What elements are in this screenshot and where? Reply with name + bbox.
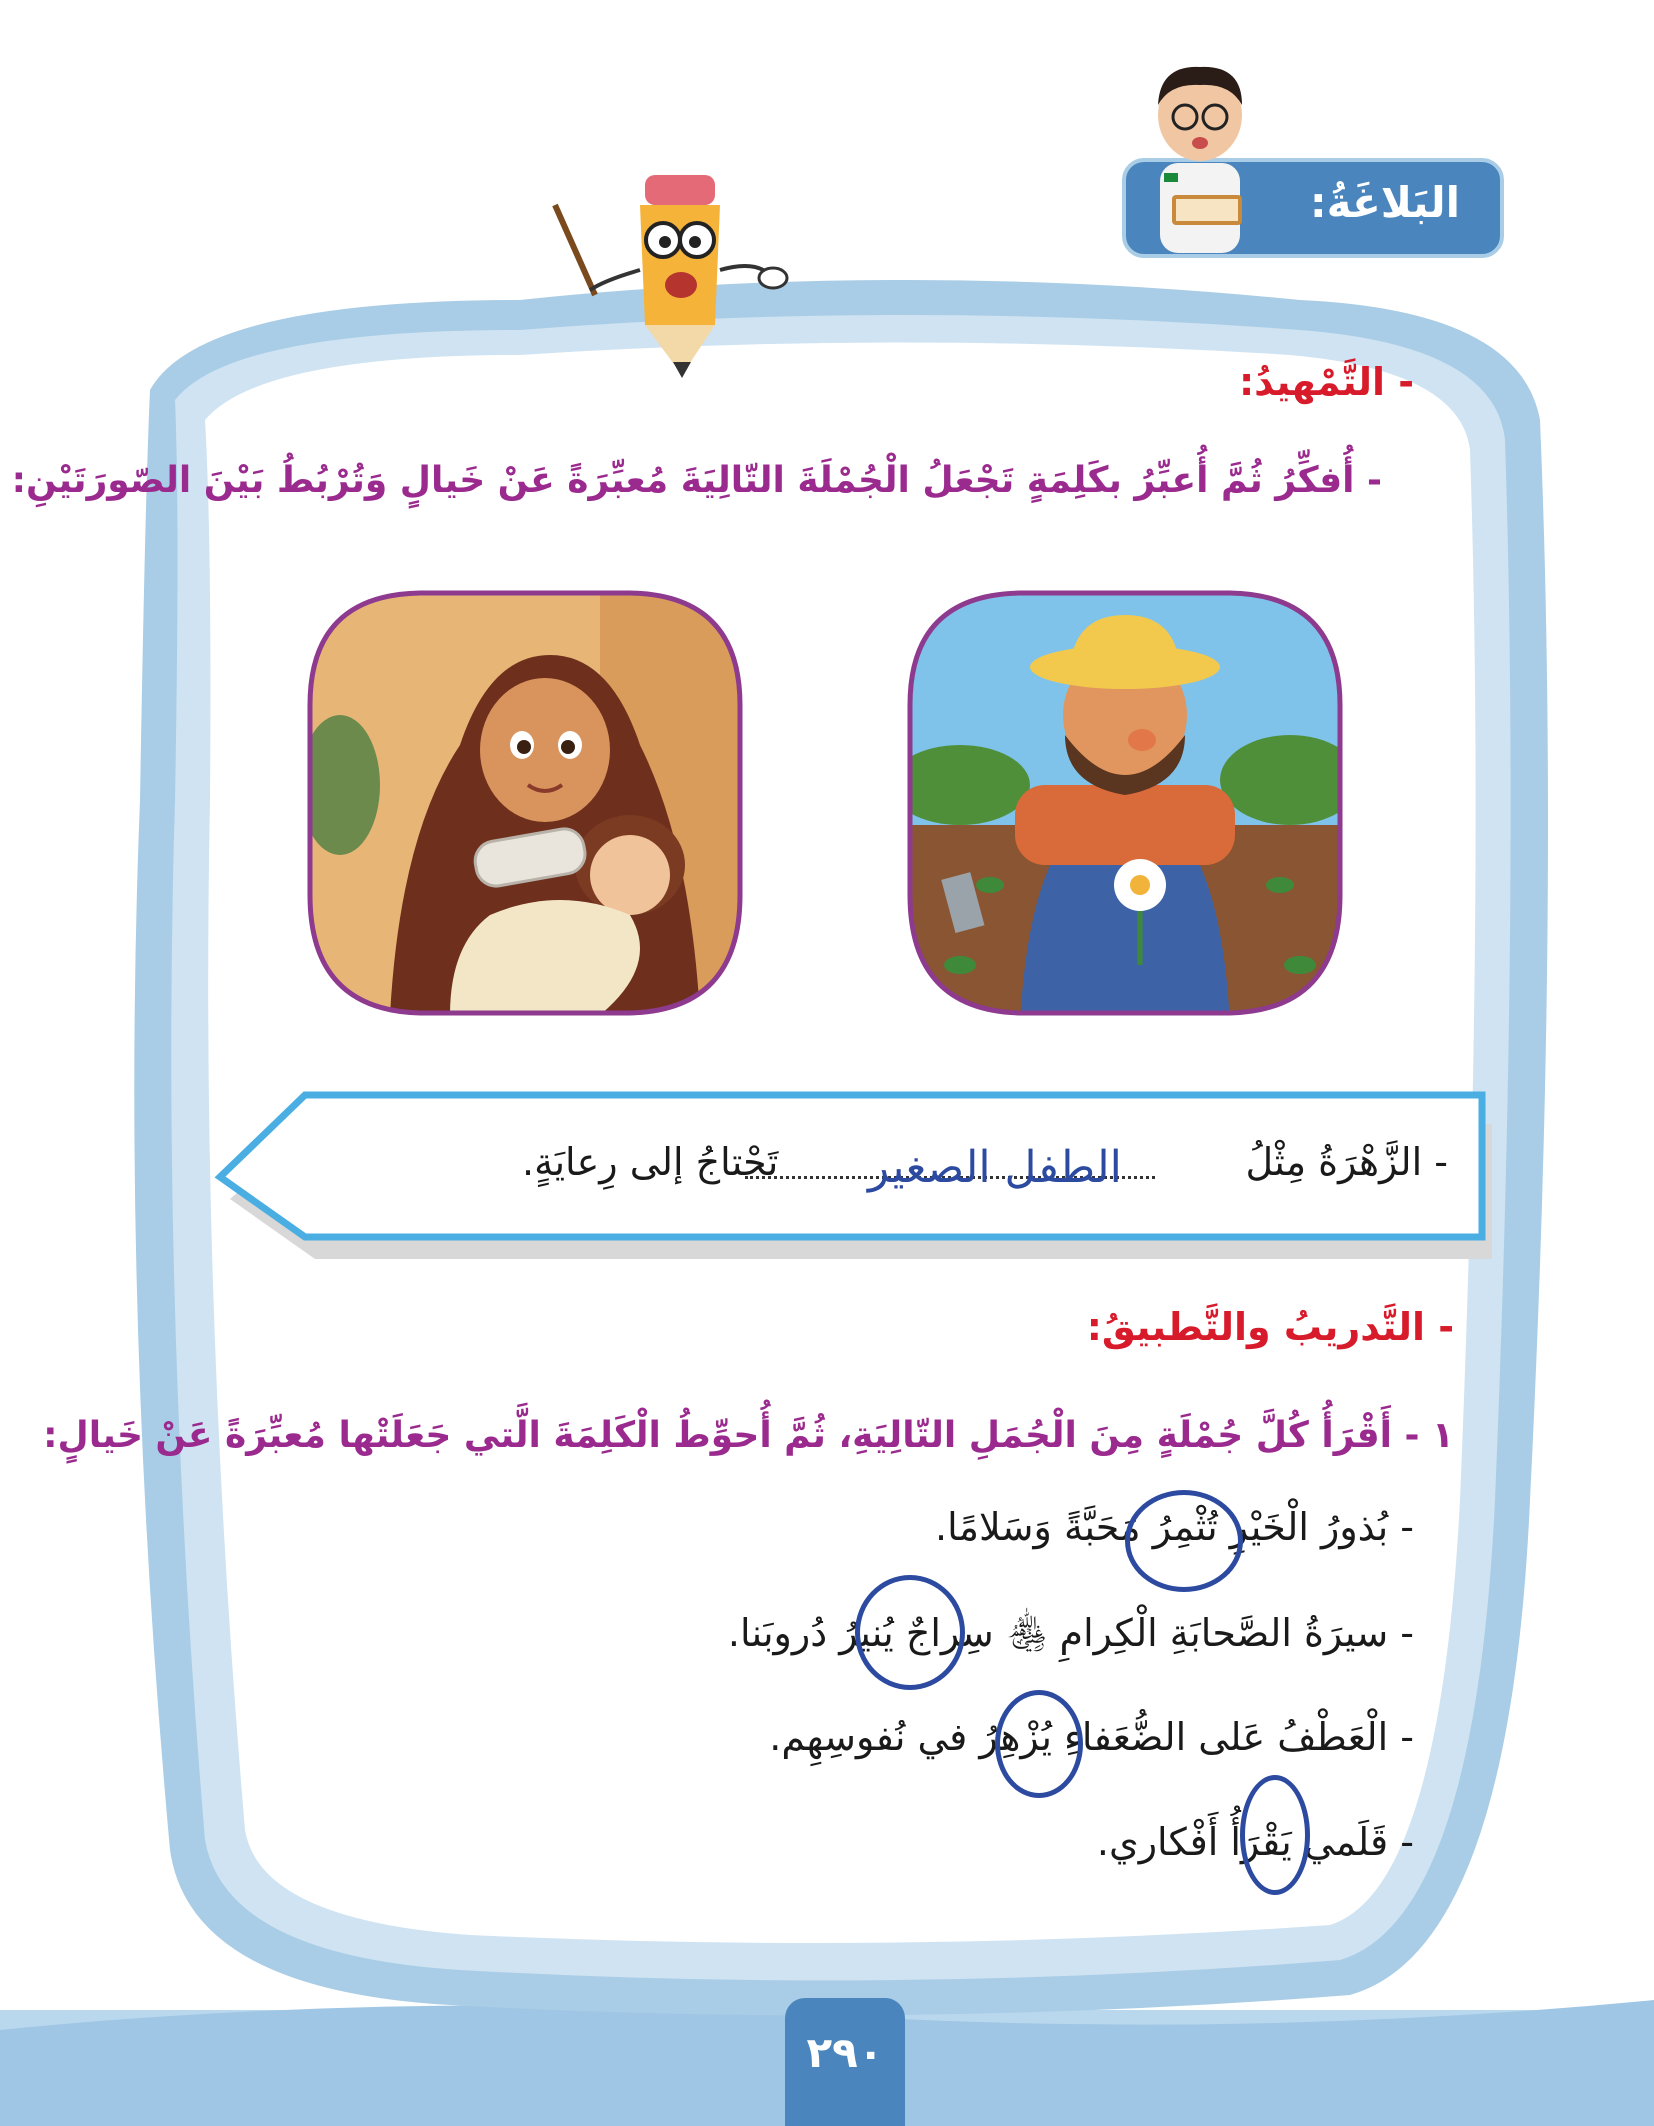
handwritten-answer: الطفل الصغير (868, 1142, 1122, 1193)
sentence-1: - بُذورُ الْخَيْرِ تُثْمِرُ مَحَبَّةً وَسَلامًا. (934, 1505, 1414, 1549)
boy-reading-illustration (1120, 55, 1280, 255)
answer-circle-1 (1125, 1490, 1243, 1592)
answer-circle-3 (995, 1690, 1083, 1798)
sentence-4: - قَلَمي يَقْرَأُ أَفْكاري. (1096, 1820, 1414, 1864)
pencil-mascot-illustration (545, 150, 795, 390)
intro-heading: - التَّمْهيدُ: (1238, 360, 1414, 404)
answer-circle-2 (855, 1575, 965, 1690)
section-title: البَلاغَةُ: (1309, 178, 1460, 227)
answer-circle-4 (1240, 1775, 1310, 1895)
page-number: ٢٩٠ (806, 2028, 884, 2077)
intro-instruction: - أُفكِّرُ ثُمَّ أُعبِّرُ بكَلِمَةٍ تَجْعَلُ الْجُمْلَةَ التّالِيَةَ مُعبِّرَةً عَنْ خَيالٍ وَتُرْبُطُ بَيْنَ الصّورَتَيْنِ: (11, 460, 1382, 501)
practice-heading: - التَّدريبُ والتَّطبيقُ: (1086, 1305, 1454, 1349)
farmer-planting-flower-illustration (900, 585, 1350, 1020)
sentence-2: - سيرَةُ الصَّحابَةِ الْكِرامِ ﵃ سِراجٌ يُنيرُ دُروبَنا. (727, 1611, 1414, 1655)
answer-prefix: - الزَّهْرَةُ مِثْلُ (1245, 1140, 1448, 1184)
practice-question: ١ - أَقْرَأُ كُلَّ جُمْلَةٍ مِنَ الْجُمَلِ التّالِيَةِ، ثُمَّ أُحوِّطُ الْكَلِمَةَ الَّتي جَعَلَتْها مُعبِّرَةً عَنْ خَيالٍ: (43, 1415, 1454, 1456)
answer-suffix: تَحْتاجُ إلى رِعايَةٍ. (522, 1140, 779, 1184)
sentence-3: - الْعَطْفُ عَلى الضُّعَفاءِ يُزْهِرُ في نُفوسِهِم. (769, 1715, 1414, 1759)
mother-feeding-baby-illustration (300, 585, 750, 1020)
